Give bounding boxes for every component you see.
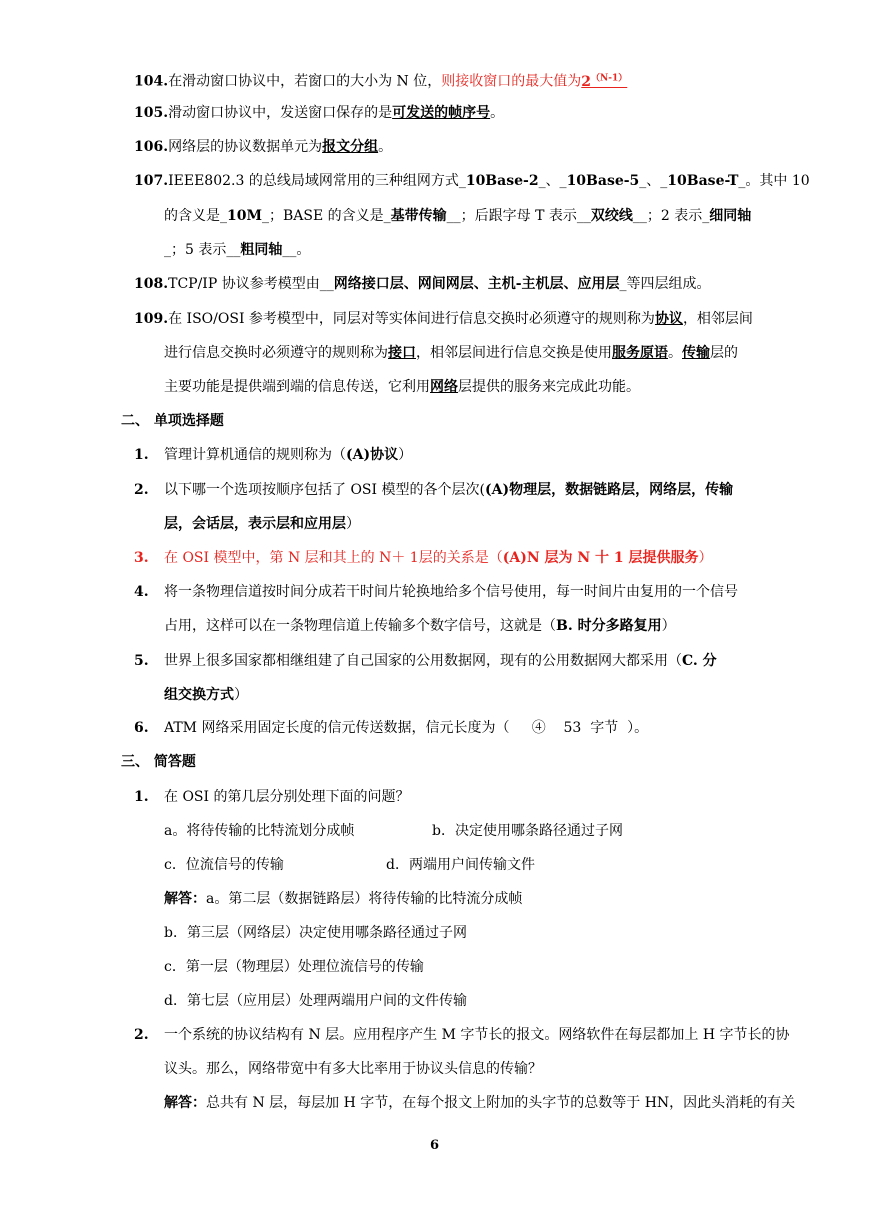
item-number: 2. (134, 1027, 149, 1043)
question-2-answer (164, 1093, 795, 1113)
item-text: 将一条物理信道按时间分成若干时间片轮换地给多个信号使用，每一时间片由复用的一个信号 (164, 584, 738, 600)
answer: C. 分 (682, 653, 717, 669)
item-text: ） (234, 687, 248, 703)
item-109-line2 (164, 343, 738, 363)
item-text: __；2 表示_ (632, 208, 710, 224)
item-text: _、_ (639, 173, 668, 189)
item-number: 106. (134, 139, 169, 155)
item-text: _；BASE 的含义是_ (261, 208, 391, 224)
item-number: 2. (134, 482, 149, 498)
item-number: 108. (134, 276, 169, 292)
item-text: ATM 网络采用固定长度的信元传送数据，信元长度为（ ④ 53 字节 ）。 (164, 720, 649, 736)
answer: 服务原语 (612, 345, 668, 361)
item-text: ，相邻层间 (682, 311, 753, 327)
item-text: 的含义是_ (164, 208, 227, 224)
answer: 网络接口层、网间网层、主机-主机层、应用层 (333, 276, 620, 292)
item-number: 1. (134, 789, 149, 805)
item-106 (134, 137, 392, 157)
answer: (A)协议 (346, 447, 399, 463)
item-text: 进行信息交换时必须遵守的规则称为 (164, 345, 388, 361)
answer: 接口 (388, 345, 416, 361)
item-highlight: 则接收窗口的最大值为 (441, 73, 582, 90)
choice-4-line1 (134, 582, 738, 602)
item-107-line2 (164, 206, 751, 226)
item-text: _；5 表示__ (164, 242, 241, 258)
answer-3: c．第一层（物理层）处理位流信号的传输 (164, 959, 424, 975)
item-107-line1 (134, 171, 810, 191)
item-number: 5. (134, 653, 149, 669)
item-text: 在 ISO/OSI 参考模型中，同层对等实体间进行信息交换时必须遵守的规则称为 (168, 311, 655, 327)
question-1 (134, 787, 410, 807)
item-text: __；后跟字母 T 表示__ (446, 208, 591, 224)
item-number: 104. (134, 73, 169, 90)
item-108 (134, 274, 711, 294)
item-text: 在 OSI 的第几层分别处理下面的问题？ (164, 789, 410, 805)
item-text: ） (661, 618, 676, 634)
choice-6 (134, 718, 648, 738)
section-heading: 二、 单项选择题 (121, 413, 224, 429)
item-number: 1. (134, 447, 149, 463)
section-heading: 三、 简答题 (121, 754, 196, 770)
item-text: 。 (490, 105, 505, 121)
choice-4-line2 (164, 616, 676, 636)
item-number: 3. (134, 550, 149, 566)
item-number: 4. (134, 584, 149, 600)
item-text: _等四层组成。 (619, 276, 711, 292)
answer: 10Base-T (667, 173, 739, 189)
option-a: a。将待传输的比特流划分成帧 (164, 823, 355, 839)
item-text: IEEE802.3 的总线局域网常用的三种组网方式_ (168, 173, 466, 189)
item-text: 滑动窗口协议中，发送窗口保存的是 (168, 105, 393, 121)
answer: 层，会话层，表示层和应用层 (164, 516, 346, 532)
item-104 (134, 68, 627, 92)
item-text: 在滑动窗口协议中，若窗口的大小为 N 位， (168, 73, 442, 90)
answer: 网络 (430, 379, 458, 395)
choice-3 (134, 548, 713, 568)
answer: 10Base-5 (566, 173, 640, 189)
option-c: c．位流信号的传输 (164, 857, 284, 873)
item-number: 105. (134, 105, 169, 121)
answer: 细同轴 (709, 208, 752, 224)
question-2-line1 (134, 1025, 790, 1045)
item-text: 管理计算机通信的规则称为（ (164, 447, 346, 463)
item-text: _。其中 10 (738, 173, 810, 189)
item-text: ） (346, 516, 360, 532)
answer-4: d．第七层（应用层）处理两端用户间的文件传输 (164, 993, 467, 1009)
item-text: ） (398, 447, 413, 463)
answer: 双绞线 (590, 208, 633, 224)
choice-5-line1 (134, 651, 717, 671)
answer: 可发送的帧序号 (392, 105, 491, 121)
option-d: d．两端用户间传输文件 (386, 857, 535, 873)
answer: 10Base-2 (465, 173, 539, 189)
answer: 协议 (654, 311, 683, 327)
item-text: 层的 (710, 345, 738, 361)
item-text: 占用，这样可以在一条物理信道上传输多个数字信号，这就是（ (164, 618, 556, 634)
item-text: 层提供的服务来完成此功能。 (458, 379, 640, 395)
item-text: a。第二层（数据链路层）将待传输的比特流分成帧 (206, 891, 523, 907)
choice-5-line2 (164, 685, 248, 705)
answer: 组交换方式 (164, 687, 234, 703)
answer-2: b．第三层（网络层）决定使用哪条路径通过子网 (164, 925, 467, 941)
answer-1 (164, 889, 522, 909)
item-text: __。 (282, 242, 311, 258)
item-text: 一个系统的协议结构有 N 层。应用程序产生 M 字节长的报文。网络软件在每层都加上 H 字节长的协 (164, 1027, 790, 1043)
answer: B. 时分多路复用 (556, 618, 662, 634)
item-text: 主要功能是提供端到端的信息传送，它利用 (164, 379, 430, 395)
item-text: 世界上很多国家都相继组建了自己国家的公用数据网，现有的公用数据网大都采用（ (164, 653, 682, 669)
answer-label: 解答： (164, 891, 206, 907)
item-109-line3 (164, 377, 640, 397)
question-2-line2: 议头。那么，网络带宽中有多大比率用于协议头信息的传输？ (164, 1061, 542, 1077)
item-text: 。 (378, 139, 393, 155)
choice-2-line1 (134, 480, 733, 500)
item-text: ） (698, 550, 713, 566)
option-b: b．决定使用哪条路径通过子网 (432, 823, 623, 839)
item-text: 网络层的协议数据单元为 (168, 139, 323, 155)
answer: 传输 (682, 345, 710, 361)
item-text: TCP/IP 协议参考模型由__ (168, 276, 334, 292)
item-105 (134, 103, 504, 123)
answer: 报文分组 (322, 139, 379, 155)
answer: 10M (227, 208, 262, 224)
choice-1 (134, 445, 412, 465)
answer: (A)N 层为 N 十 1 层提供服务 (502, 550, 699, 566)
answer: 基带传输 (390, 208, 447, 224)
item-text: ，相邻层间进行信息交换是使用 (416, 345, 612, 361)
item-number: 6. (134, 720, 149, 736)
answer: $2^{(N-1)}$ (581, 73, 628, 90)
item-text: 以下哪一个选项按顺序包括了 OSI 模型的各个层次( (164, 482, 485, 498)
item-107-line3 (164, 240, 310, 260)
answer: 粗同轴 (240, 242, 283, 258)
choice-2-line2 (164, 514, 360, 534)
item-text: 。 (668, 345, 682, 361)
answer-label: 解答： (164, 1095, 206, 1111)
item-number: 107. (134, 173, 169, 189)
item-number: 109. (134, 311, 169, 327)
item-text: 在 OSI 模型中，第 N 层和其上的 N＋ 1层的关系是（ (164, 550, 503, 566)
item-109-line1 (134, 309, 753, 329)
item-text: 总共有 N 层，每层加 H 字节，在每个报文上附加的头字节的总数等于 HN，因此头消耗的有关 (206, 1095, 796, 1111)
page-number: 6 (429, 1138, 440, 1153)
item-text: _、_ (538, 173, 567, 189)
answer: (A)物理层，数据链路层，网络层，传输 (484, 482, 734, 498)
